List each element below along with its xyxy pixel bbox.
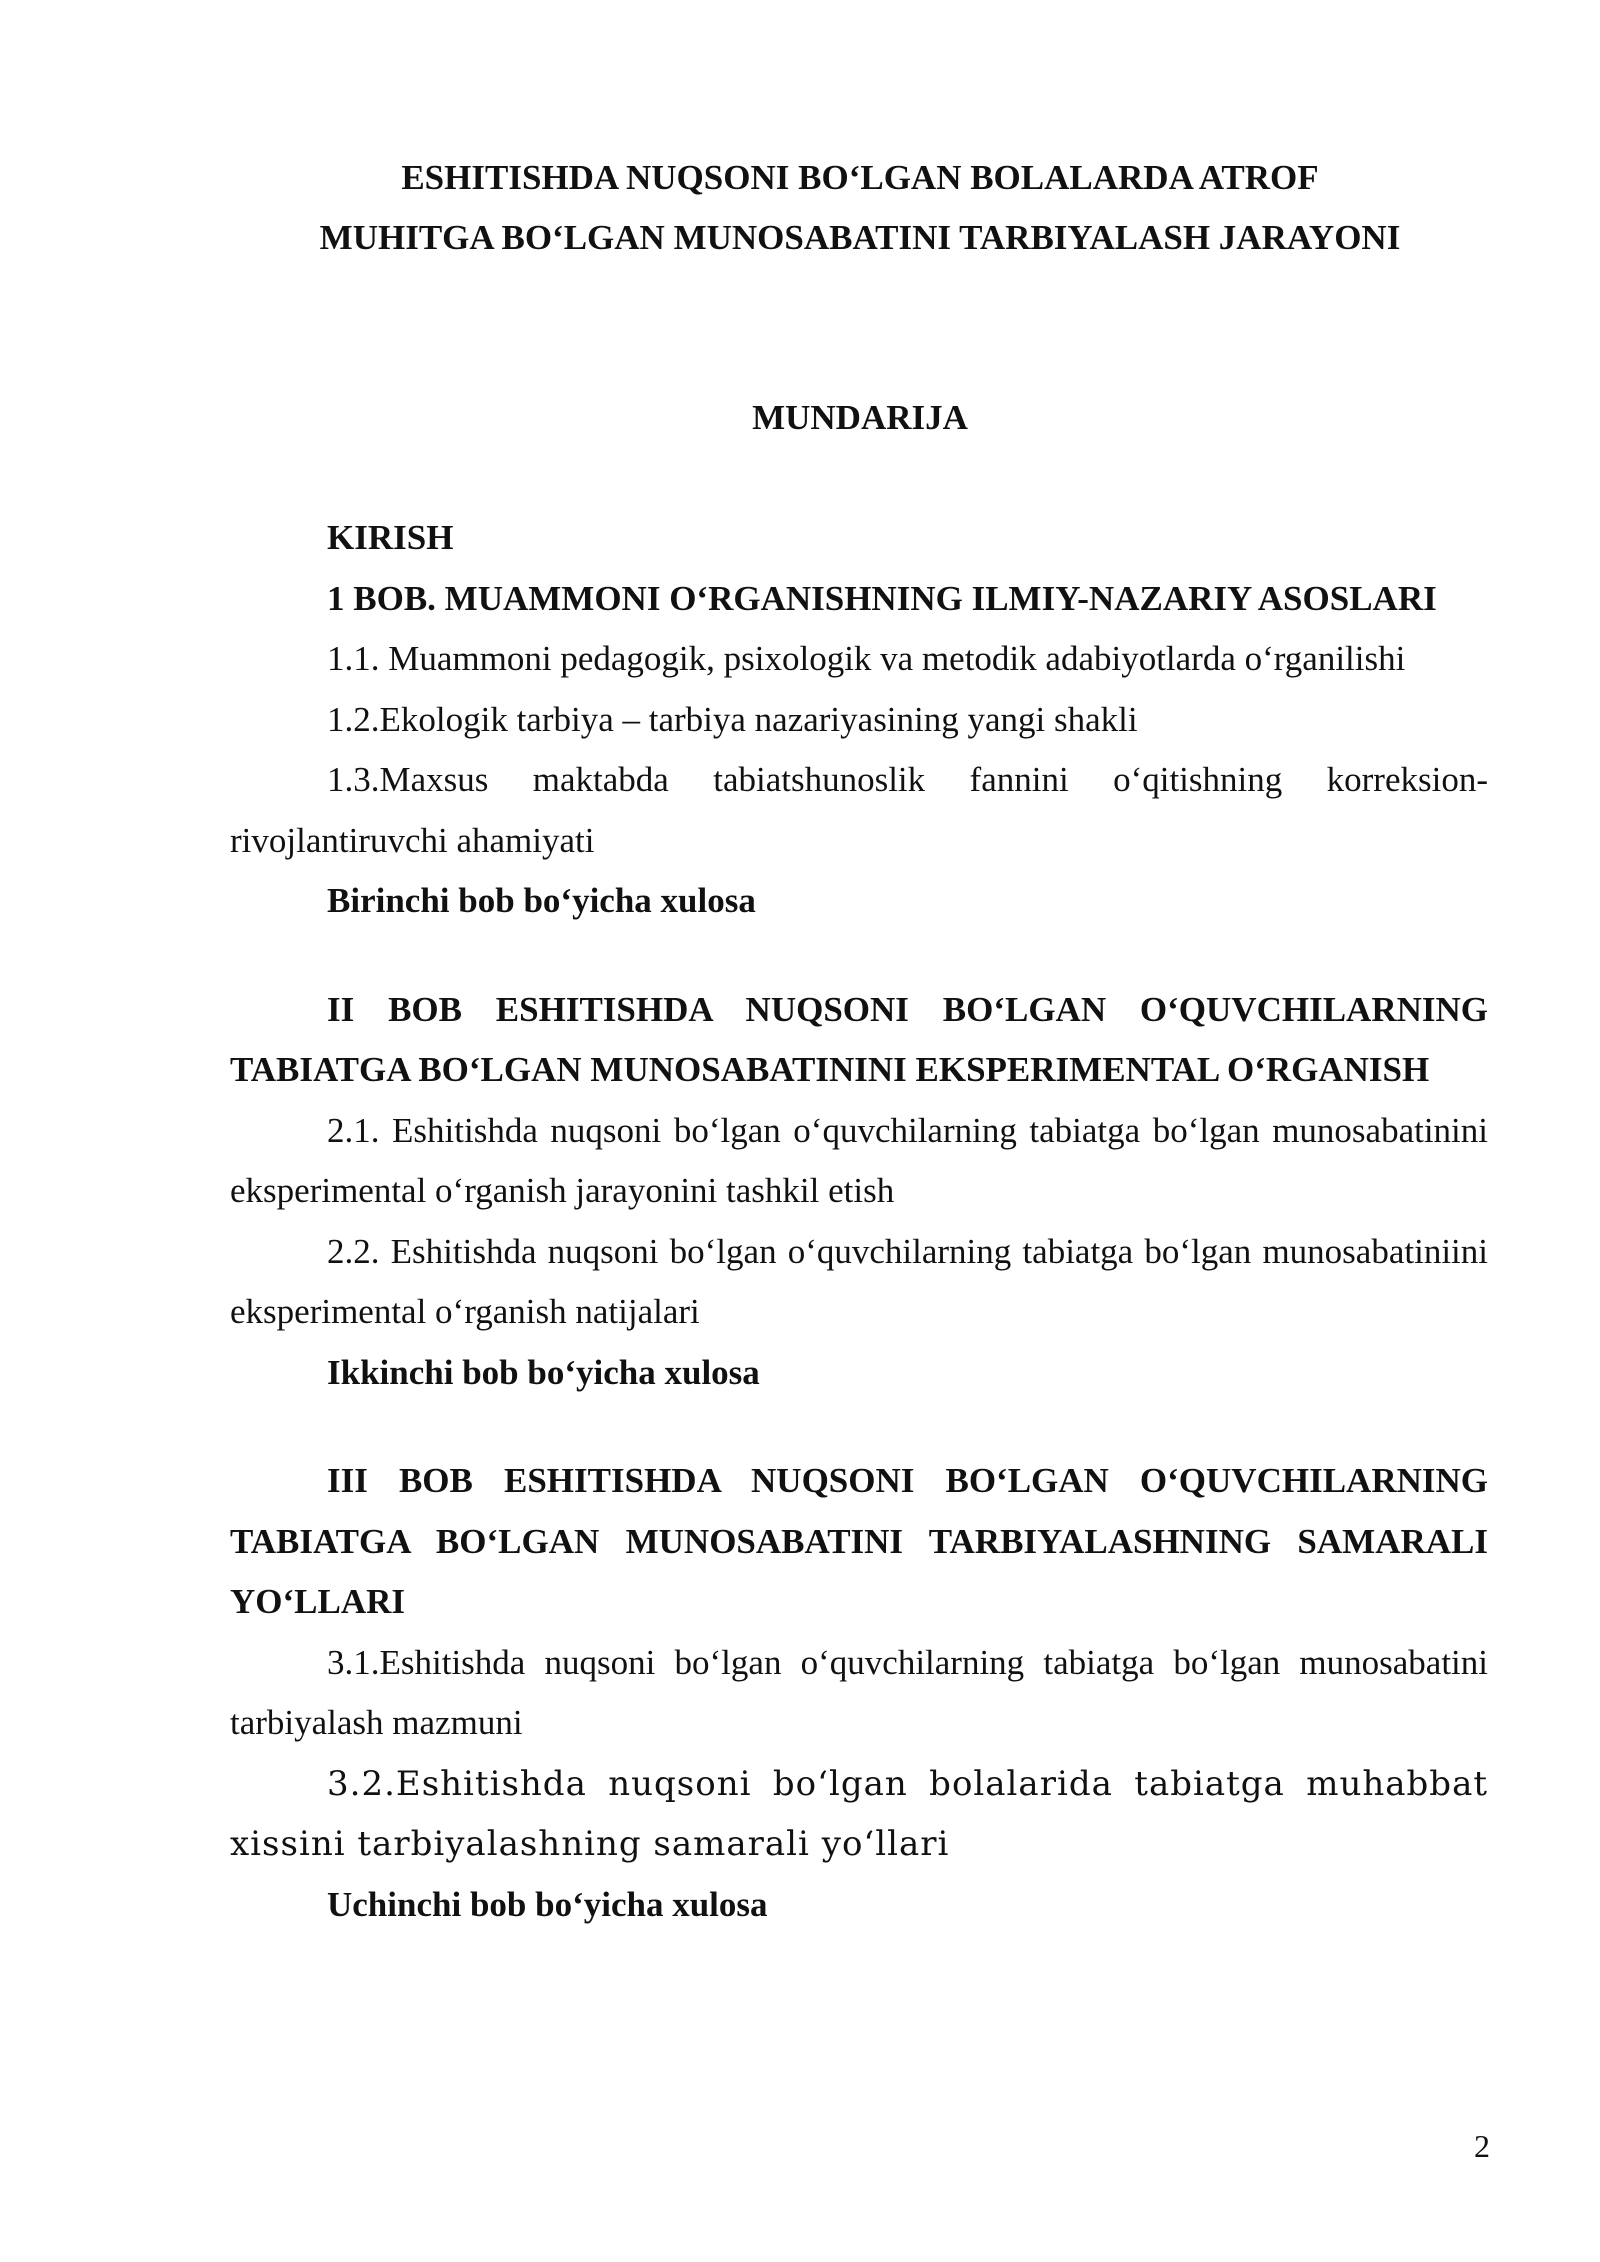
table-of-contents [230, 508, 1488, 1935]
toc-section-3-1: 3.1.Eshitishda nuqsoni bo‘lgan o‘quvchilarning tabiatga bo‘lgan munosabatini tarbiyalash mazmuni [230, 1642, 1488, 1742]
toc-chapter-1-summary: Birinchi bob bo‘yicha xulosa [327, 881, 756, 920]
toc-chapter-2-title: II BOB ESHITISHDA NUQSONI BO‘LGAN O‘QUVCHILARNING TABIATGA BO‘LGAN MUNOSABATININI EKSPERIMENTAL O‘RGANISH [230, 989, 1488, 1089]
document-title [230, 148, 1490, 268]
toc-chapter-3-summary: Uchinchi bob bo‘yicha xulosa [327, 1884, 768, 1924]
toc-section-1-1: 1.1. Muammoni pedagogik, psixologik va metodik adabiyotlarda o‘rganilishi [327, 639, 1406, 678]
toc-section-2-2: 2.2. Eshitishda nuqsoni bo‘lgan o‘quvchilarning tabiatga bo‘lgan munosabatiniini eksperimental o‘rganish natijalari [230, 1231, 1488, 1331]
contents-heading: MUNDARIJA [752, 398, 968, 437]
toc-section-1-3: 1.3.Maxsus maktabda tabiatshunoslik fannini o‘qitishning korreksion-rivojlantiruvchi ahamiyati [230, 760, 1488, 860]
page-number: 2 [1474, 2128, 1490, 2164]
toc-chapter-3-title: III BOB ESHITISHDA NUQSONI BO‘LGAN O‘QUVCHILARNING TABIATGA BO‘LGAN MUNOSABATINI TARBIYALASHNING SAMARALI YO‘LLARI [230, 1461, 1488, 1621]
toc-chapter-2-summary: Ikkinchi bob bo‘yicha xulosa [327, 1352, 760, 1392]
toc-intro: KIRISH [327, 518, 454, 557]
title-line-1: ESHITISHDA NUQSONI BO‘LGAN BOLALARDA ATROF [401, 158, 1319, 197]
toc-section-1-2: 1.2.Ekologik tarbiya – tarbiya nazariyasining yangi shakli [327, 699, 1138, 739]
toc-section-2-1: 2.1. Eshitishda nuqsoni bo‘lgan o‘quvchilarning tabiatga bo‘lgan munosabatinini eksperimental o‘rganish jarayonini tashkil etish [230, 1110, 1488, 1210]
toc-chapter-1-title: 1 BOB. MUAMMONI O‘RGANISHNING ILMIY-NAZARIY ASOSLARI [327, 578, 1437, 618]
toc-section-3-2: 3.2.Eshitishda nuqsoni bo‘lgan bolalarida tabiatga muhabbat xissini tarbiyalashning samarali yo‘llari [230, 1763, 1488, 1864]
spacer [230, 1403, 1488, 1451]
spacer [230, 932, 1488, 980]
title-line-2: MUHITGA BO‘LGAN MUNOSABATINI TARBIYALASH JARAYONI [319, 218, 1401, 257]
